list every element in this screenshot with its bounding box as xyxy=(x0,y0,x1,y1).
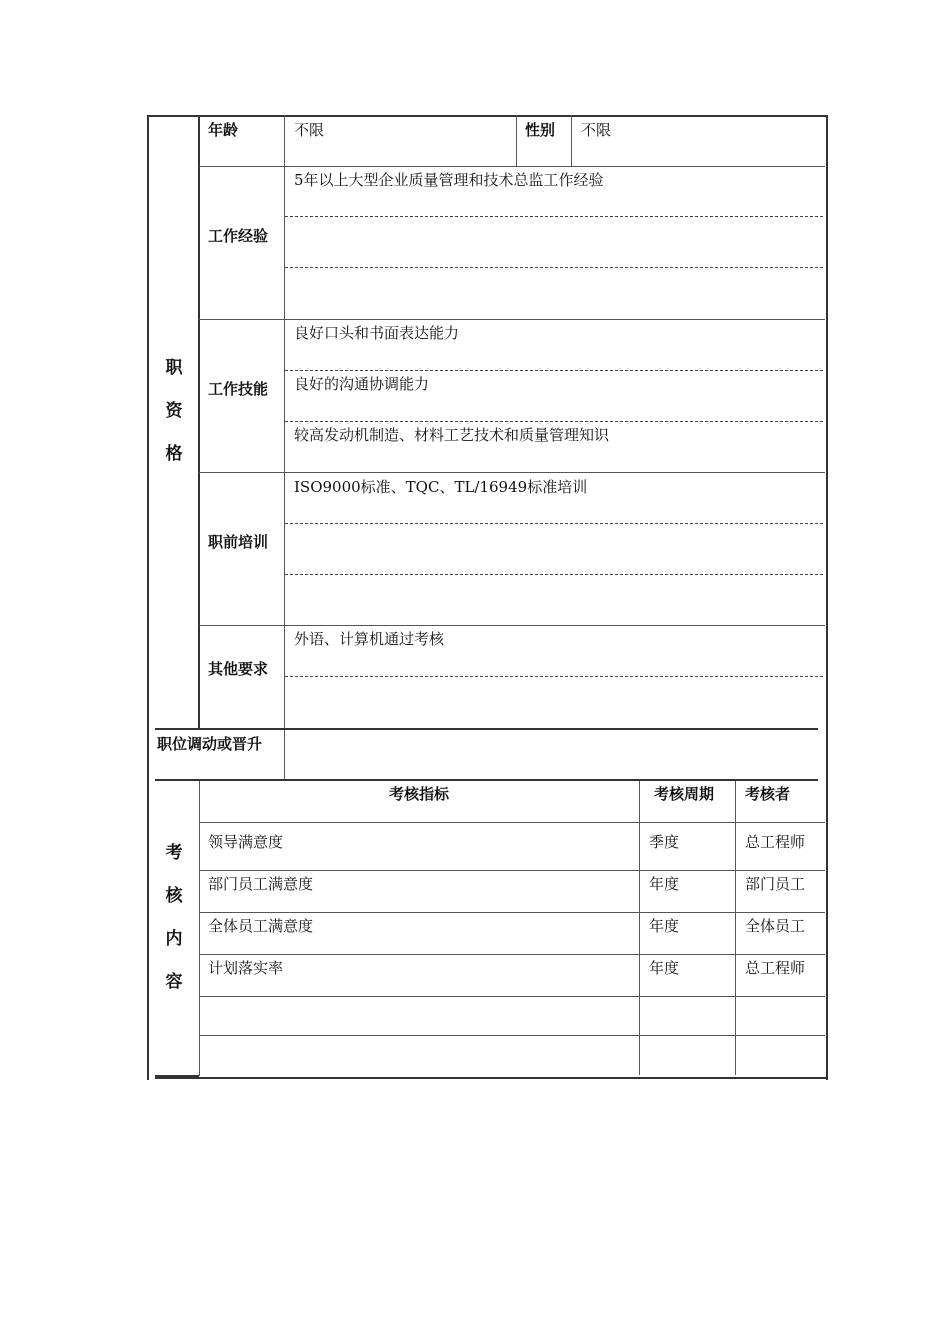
frame-top-border xyxy=(147,115,828,117)
skills-dash-2 xyxy=(285,421,823,422)
experience-dash-2 xyxy=(285,267,823,268)
experience-dash-1 xyxy=(285,216,823,217)
gender-value: 不限 xyxy=(581,121,612,139)
row-divider-transfer xyxy=(155,779,818,781)
period-cell: 年度 xyxy=(649,917,680,935)
indicator-cell: 部门员工满意度 xyxy=(208,875,314,893)
gender-label: 性别 xyxy=(525,121,556,139)
experience-label: 工作经验 xyxy=(208,227,269,245)
period-cell: 年度 xyxy=(649,875,680,893)
row-divider-experience xyxy=(199,319,825,320)
row-divider-age xyxy=(199,166,825,167)
skills-line: 良好的沟通协调能力 xyxy=(294,375,430,393)
other-dash-1 xyxy=(285,676,823,677)
gender-label-right-divider xyxy=(571,115,572,166)
label-column-divider xyxy=(284,115,285,780)
other-requirements-label: 其他要求 xyxy=(208,660,269,678)
training-dash-2 xyxy=(285,574,823,575)
skills-line: 良好口头和书面表达能力 xyxy=(294,324,460,342)
age-label: 年龄 xyxy=(208,121,239,139)
assessment-title-char: 考 xyxy=(165,843,183,863)
frame-left-border xyxy=(147,115,149,1080)
section-title-divider-bottom xyxy=(199,780,200,1076)
assessor-cell: 全体员工 xyxy=(745,917,806,935)
period-cell: 季度 xyxy=(649,833,680,851)
frame-bottom-border xyxy=(155,1077,828,1079)
gender-label-left-divider xyxy=(516,115,517,166)
period-column-divider xyxy=(639,780,640,1075)
skills-line: 较高发动机制造、材料工艺技术和质量管理知识 xyxy=(294,426,610,444)
indicator-cell: 全体员工满意度 xyxy=(208,917,314,935)
assessment-row-divider-2 xyxy=(199,912,825,913)
assessment-header-divider xyxy=(199,822,825,823)
assessment-section-title xyxy=(160,832,188,1004)
assessment-row-divider-5 xyxy=(199,1035,825,1036)
experience-line: 5年以上大型企业质量管理和技术总监工作经验 xyxy=(294,171,604,189)
assessment-title-char: 核 xyxy=(165,886,183,906)
assessment-title-char: 内 xyxy=(165,929,183,949)
assessor-cell: 总工程师 xyxy=(745,833,806,851)
row-divider-training xyxy=(199,625,825,626)
assessment-row-divider-3 xyxy=(199,954,825,955)
assessment-title-char: 容 xyxy=(165,972,183,992)
assessor-header: 考核者 xyxy=(745,785,791,803)
training-line: ISO9000标准、TQC、TL/16949标准培训 xyxy=(294,478,588,496)
training-dash-1 xyxy=(285,523,823,524)
indicator-cell: 计划落实率 xyxy=(208,959,284,977)
qualifications-title-char: 资 xyxy=(165,401,183,421)
skills-dash-1 xyxy=(285,370,823,371)
row-divider-skills xyxy=(199,472,825,473)
assessor-cell: 部门员工 xyxy=(745,875,806,893)
assessment-row-divider-4 xyxy=(199,996,825,997)
assessor-column-divider xyxy=(735,780,736,1075)
qualifications-title-char: 格 xyxy=(165,444,183,464)
skills-label: 工作技能 xyxy=(208,380,269,398)
qualifications-title-char: 职 xyxy=(165,358,183,378)
assessor-cell: 总工程师 xyxy=(745,959,806,977)
frame-right-border xyxy=(826,115,828,1080)
section-title-cell-bottom xyxy=(155,1075,199,1077)
training-label: 职前培训 xyxy=(208,533,269,551)
indicator-header: 考核指标 xyxy=(388,785,449,803)
age-value: 不限 xyxy=(294,121,325,139)
other-requirements-line: 外语、计算机通过考核 xyxy=(294,630,445,648)
assessment-row-divider-1 xyxy=(199,870,825,871)
period-cell: 年度 xyxy=(649,959,680,977)
row-divider-other xyxy=(155,728,818,730)
qualifications-section-title xyxy=(160,347,188,476)
transfer-label: 职位调动或晋升 xyxy=(157,735,263,753)
period-header: 考核周期 xyxy=(654,785,715,803)
indicator-cell: 领导满意度 xyxy=(208,833,284,851)
section-title-divider-top xyxy=(198,115,200,728)
